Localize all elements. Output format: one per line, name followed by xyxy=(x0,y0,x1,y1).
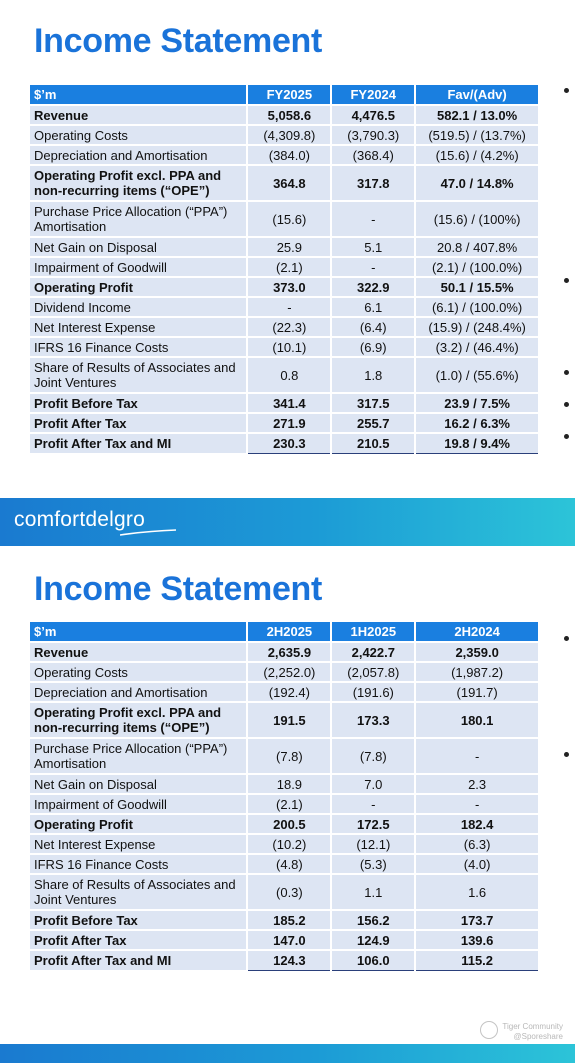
row-value: 210.5 xyxy=(331,433,415,453)
row-value: 2,635.9 xyxy=(247,642,331,662)
row-label: Depreciation and Amortisation xyxy=(30,682,247,702)
row-value: (2.1) xyxy=(247,794,331,814)
row-value: 2,359.0 xyxy=(415,642,539,662)
row-value: 6.1 xyxy=(331,297,415,317)
table-row xyxy=(30,874,539,910)
row-value: 173.7 xyxy=(415,910,539,930)
table-row xyxy=(30,317,539,337)
row-value: 322.9 xyxy=(331,277,415,297)
row-label: Net Gain on Disposal xyxy=(30,237,247,257)
header-fy2025: FY2025 xyxy=(247,85,331,105)
row-value: (10.2) xyxy=(247,834,331,854)
row-value: 271.9 xyxy=(247,413,331,433)
page-title: Income Statement xyxy=(34,570,323,608)
row-label: Operating Costs xyxy=(30,125,247,145)
row-value: 5,058.6 xyxy=(247,105,331,125)
row-value: - xyxy=(247,297,331,317)
table-row xyxy=(30,393,539,413)
row-value: (519.5) / (13.7%) xyxy=(415,125,539,145)
row-value: (2,057.8) xyxy=(331,662,415,682)
row-value: 180.1 xyxy=(415,702,539,738)
bullet-point xyxy=(564,636,569,641)
row-value: 47.0 / 14.8% xyxy=(415,165,539,201)
row-value: 317.8 xyxy=(331,165,415,201)
row-value: (2.1) / (100.0%) xyxy=(415,257,539,277)
table-header-row xyxy=(30,85,539,105)
row-label: Share of Results of Associates and Joint Ventures xyxy=(30,357,247,393)
row-value: (6.9) xyxy=(331,337,415,357)
row-value: (192.4) xyxy=(247,682,331,702)
row-label: Profit After Tax and MI xyxy=(30,433,247,453)
row-label: Profit Before Tax xyxy=(30,393,247,413)
row-value: (384.0) xyxy=(247,145,331,165)
row-label: Net Interest Expense xyxy=(30,317,247,337)
row-value: 139.6 xyxy=(415,930,539,950)
table-row xyxy=(30,125,539,145)
row-value: 1.6 xyxy=(415,874,539,910)
row-value: (15.6) / (100%) xyxy=(415,201,539,237)
row-value: (3,790.3) xyxy=(331,125,415,145)
header-fav-adv: Fav/(Adv) xyxy=(415,85,539,105)
row-value: 4,476.5 xyxy=(331,105,415,125)
income-statement-table-half-year xyxy=(30,622,540,971)
row-value: - xyxy=(331,794,415,814)
row-value: 20.8 / 407.8% xyxy=(415,237,539,257)
row-value: 2,422.7 xyxy=(331,642,415,662)
row-value: 156.2 xyxy=(331,910,415,930)
row-value: (7.8) xyxy=(247,738,331,774)
row-value: (6.3) xyxy=(415,834,539,854)
table-row xyxy=(30,662,539,682)
row-value: 19.8 / 9.4% xyxy=(415,433,539,453)
row-value: 230.3 xyxy=(247,433,331,453)
table-row xyxy=(30,145,539,165)
row-value: (15.6) / (4.2%) xyxy=(415,145,539,165)
income-statement-table-fy xyxy=(30,85,540,454)
row-label: IFRS 16 Finance Costs xyxy=(30,337,247,357)
bullet-point xyxy=(564,88,569,93)
row-value: 373.0 xyxy=(247,277,331,297)
row-value: (4.0) xyxy=(415,854,539,874)
row-label: Operating Profit xyxy=(30,277,247,297)
header-unit: $’m xyxy=(30,622,247,642)
table-row xyxy=(30,357,539,393)
row-value: - xyxy=(415,794,539,814)
header-fy2024: FY2024 xyxy=(331,85,415,105)
row-value: 5.1 xyxy=(331,237,415,257)
row-value: (5.3) xyxy=(331,854,415,874)
row-value: (22.3) xyxy=(247,317,331,337)
row-value: (2.1) xyxy=(247,257,331,277)
row-value: 23.9 / 7.5% xyxy=(415,393,539,413)
table-row xyxy=(30,834,539,854)
watermark-line2: @Sporeshare xyxy=(513,1032,563,1041)
row-value: (6.1) / (100.0%) xyxy=(415,297,539,317)
row-value: 364.8 xyxy=(247,165,331,201)
page-title: Income Statement xyxy=(34,22,323,60)
row-value: (7.8) xyxy=(331,738,415,774)
row-label: Net Interest Expense xyxy=(30,834,247,854)
row-value: (6.4) xyxy=(331,317,415,337)
row-value: 7.0 xyxy=(331,774,415,794)
table-row xyxy=(30,433,539,453)
brand-band-bottom xyxy=(0,1044,575,1063)
row-value: - xyxy=(331,201,415,237)
row-label: Operating Profit excl. PPA and non-recurring items (“OPE”) xyxy=(30,702,247,738)
row-value: 1.8 xyxy=(331,357,415,393)
row-value: (1,987.2) xyxy=(415,662,539,682)
bullet-point xyxy=(564,278,569,283)
table-row xyxy=(30,682,539,702)
row-value: (3.2) / (46.4%) xyxy=(415,337,539,357)
row-value: 16.2 / 6.3% xyxy=(415,413,539,433)
row-label: Profit After Tax xyxy=(30,930,247,950)
row-value: 200.5 xyxy=(247,814,331,834)
row-value: (2,252.0) xyxy=(247,662,331,682)
slide-half-year-income-statement xyxy=(0,546,575,1044)
row-value: (191.7) xyxy=(415,682,539,702)
header-2h2025: 2H2025 xyxy=(247,622,331,642)
table-row xyxy=(30,237,539,257)
row-label: Operating Profit xyxy=(30,814,247,834)
table-row xyxy=(30,277,539,297)
row-value: (4.8) xyxy=(247,854,331,874)
table-row xyxy=(30,165,539,201)
row-value: 0.8 xyxy=(247,357,331,393)
row-value: - xyxy=(415,738,539,774)
table-row xyxy=(30,814,539,834)
table-row xyxy=(30,794,539,814)
row-label: Operating Costs xyxy=(30,662,247,682)
row-label: Revenue xyxy=(30,105,247,125)
row-value: 1.1 xyxy=(331,874,415,910)
table-row xyxy=(30,910,539,930)
row-value: 50.1 / 15.5% xyxy=(415,277,539,297)
row-label: Purchase Price Allocation (“PPA”) Amortisation xyxy=(30,738,247,774)
row-label: Depreciation and Amortisation xyxy=(30,145,247,165)
row-label: IFRS 16 Finance Costs xyxy=(30,854,247,874)
row-label: Net Gain on Disposal xyxy=(30,774,247,794)
row-label: Profit After Tax xyxy=(30,413,247,433)
row-value: (10.1) xyxy=(247,337,331,357)
header-unit: $’m xyxy=(30,85,247,105)
table-row xyxy=(30,257,539,277)
row-value: 2.3 xyxy=(415,774,539,794)
brand-logo: comfortdelgro xyxy=(14,508,145,531)
row-value: (191.6) xyxy=(331,682,415,702)
table-row xyxy=(30,738,539,774)
watermark-line1: Tiger Community xyxy=(502,1022,563,1031)
row-value: (15.9) / (248.4%) xyxy=(415,317,539,337)
header-1h2025: 1H2025 xyxy=(331,622,415,642)
row-label: Profit Before Tax xyxy=(30,910,247,930)
row-label: Revenue xyxy=(30,642,247,662)
row-value: 255.7 xyxy=(331,413,415,433)
row-label: Purchase Price Allocation (“PPA”) Amortisation xyxy=(30,201,247,237)
row-value: 147.0 xyxy=(247,930,331,950)
header-2h2024: 2H2024 xyxy=(415,622,539,642)
row-value: 115.2 xyxy=(415,950,539,970)
row-label: Impairment of Goodwill xyxy=(30,794,247,814)
row-value: (15.6) xyxy=(247,201,331,237)
row-value: 18.9 xyxy=(247,774,331,794)
row-label: Dividend Income xyxy=(30,297,247,317)
row-value: 25.9 xyxy=(247,237,331,257)
row-value: (4,309.8) xyxy=(247,125,331,145)
bullet-point xyxy=(564,402,569,407)
table-row xyxy=(30,774,539,794)
row-value: 341.4 xyxy=(247,393,331,413)
table-row xyxy=(30,297,539,317)
table-row xyxy=(30,105,539,125)
row-label: Impairment of Goodwill xyxy=(30,257,247,277)
row-value: (1.0) / (55.6%) xyxy=(415,357,539,393)
row-value: - xyxy=(331,257,415,277)
row-value: 124.3 xyxy=(247,950,331,970)
table-row xyxy=(30,854,539,874)
row-value: 582.1 / 13.0% xyxy=(415,105,539,125)
row-value: (12.1) xyxy=(331,834,415,854)
row-value: 185.2 xyxy=(247,910,331,930)
row-value: (0.3) xyxy=(247,874,331,910)
row-label: Profit After Tax and MI xyxy=(30,950,247,970)
row-value: 173.3 xyxy=(331,702,415,738)
table-row xyxy=(30,413,539,433)
table-row xyxy=(30,930,539,950)
brand-swoosh-icon xyxy=(120,528,176,538)
row-value: 172.5 xyxy=(331,814,415,834)
bullet-point xyxy=(564,434,569,439)
table-row xyxy=(30,337,539,357)
bullet-point xyxy=(564,370,569,375)
row-value: 191.5 xyxy=(247,702,331,738)
row-value: 124.9 xyxy=(331,930,415,950)
table-row xyxy=(30,642,539,662)
bullet-point xyxy=(564,752,569,757)
row-value: 182.4 xyxy=(415,814,539,834)
table-header-row xyxy=(30,622,539,642)
row-value: 106.0 xyxy=(331,950,415,970)
row-value: 317.5 xyxy=(331,393,415,413)
watermark xyxy=(502,1022,563,1042)
row-label: Operating Profit excl. PPA and non-recurring items (“OPE”) xyxy=(30,165,247,201)
table-row xyxy=(30,702,539,738)
slide-fy-income-statement xyxy=(0,0,575,498)
table-row xyxy=(30,201,539,237)
row-value: (368.4) xyxy=(331,145,415,165)
row-label: Share of Results of Associates and Joint Ventures xyxy=(30,874,247,910)
table-row xyxy=(30,950,539,970)
